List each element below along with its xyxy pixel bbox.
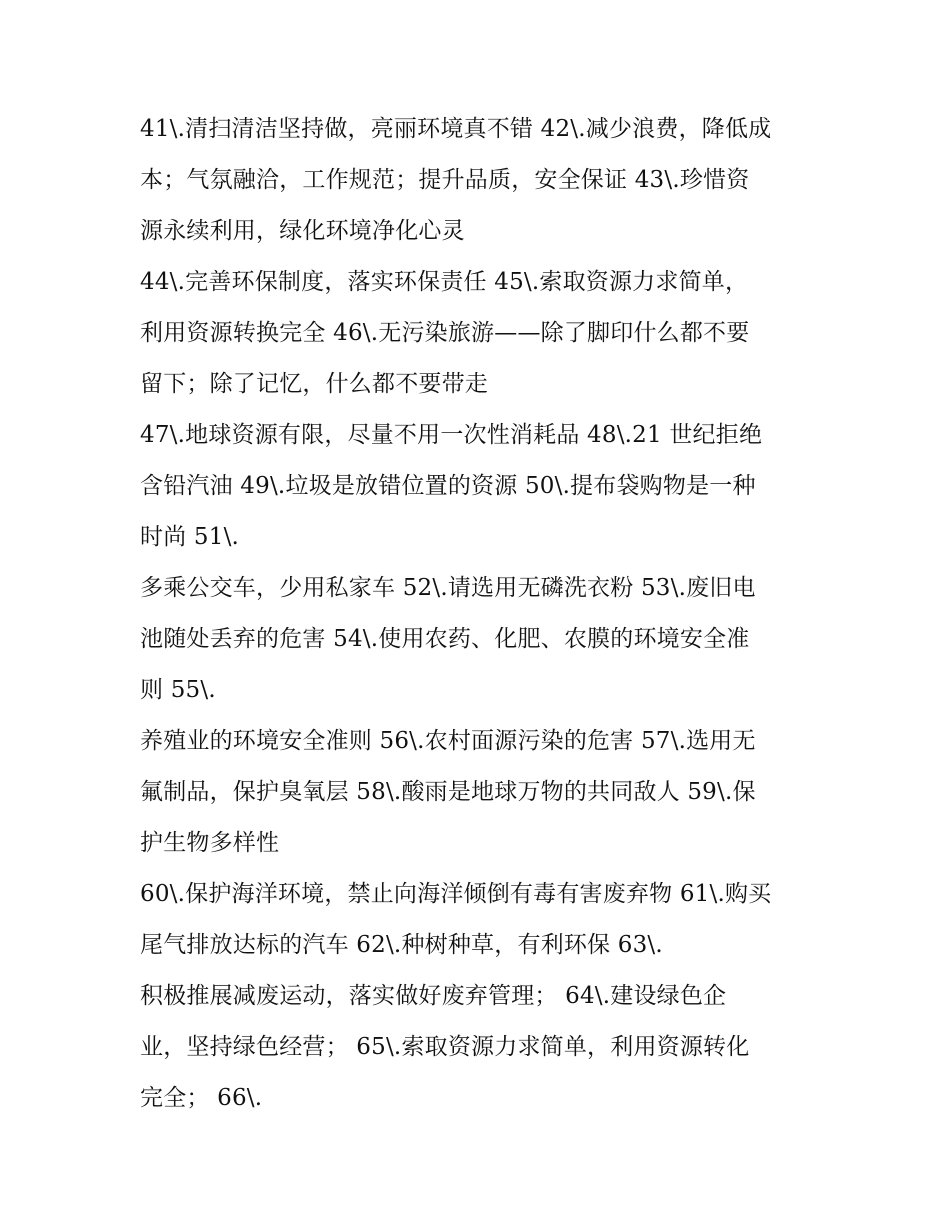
text-line: 多乘公交车，少用私家车 52\.请选用无磷洗衣粉 53\.废旧电 bbox=[140, 575, 756, 601]
text-line: 时尚 51\. bbox=[140, 524, 240, 550]
text-line: 源永续利用，绿化环境净化心灵 bbox=[140, 218, 465, 244]
text-line: 利用资源转换完全 46\.无污染旅游——除了脚印什么都不要 bbox=[140, 320, 750, 346]
text-line: 则 55\. bbox=[140, 677, 216, 703]
text-line: 60\.保护海洋环境，禁止向海洋倾倒有毒有害废弃物 61\.购买 bbox=[140, 881, 772, 907]
text-line: 池随处丢弃的危害 54\.使用农药、化肥、农膜的环境安全准 bbox=[140, 626, 750, 652]
text-line: 护生物多样性 bbox=[140, 830, 280, 856]
text-line: 业，坚持绿色经营； 65\.索取资源力求简单，利用资源转化 bbox=[140, 1034, 750, 1060]
text-line: 44\.完善环保制度，落实环保责任 45\.索取资源力求简单， bbox=[140, 269, 749, 295]
text-line: 47\.地球资源有限，尽量不用一次性消耗品 48\.21 世纪拒绝 bbox=[140, 422, 763, 448]
text-line: 留下；除了记忆，什么都不要带走 bbox=[140, 371, 488, 397]
text-line: 41\.清扫清洁坚持做，亮丽环境真不错 42\.减少浪费，降低成 bbox=[140, 116, 772, 142]
text-line: 养殖业的环境安全准则 56\.农村面源污染的危害 57\.选用无 bbox=[140, 728, 756, 754]
text-line: 积极推展减废运动，落实做好废弃管理； 64\.建设绿色企 bbox=[140, 983, 727, 1009]
text-line: 本；气氛融洽，工作规范；提升品质，安全保证 43\.珍惜资 bbox=[140, 167, 750, 193]
text-line: 完全； 66\. bbox=[140, 1085, 263, 1111]
document-body bbox=[140, 104, 820, 1124]
text-line: 尾气排放达标的汽车 62\.种树种草，有利环保 63\. bbox=[140, 932, 663, 958]
text-line: 氟制品，保护臭氧层 58\.酸雨是地球万物的共同敌人 59\.保 bbox=[140, 779, 756, 805]
text-line: 含铅汽油 49\.垃圾是放错位置的资源 50\.提布袋购物是一种 bbox=[140, 473, 756, 499]
